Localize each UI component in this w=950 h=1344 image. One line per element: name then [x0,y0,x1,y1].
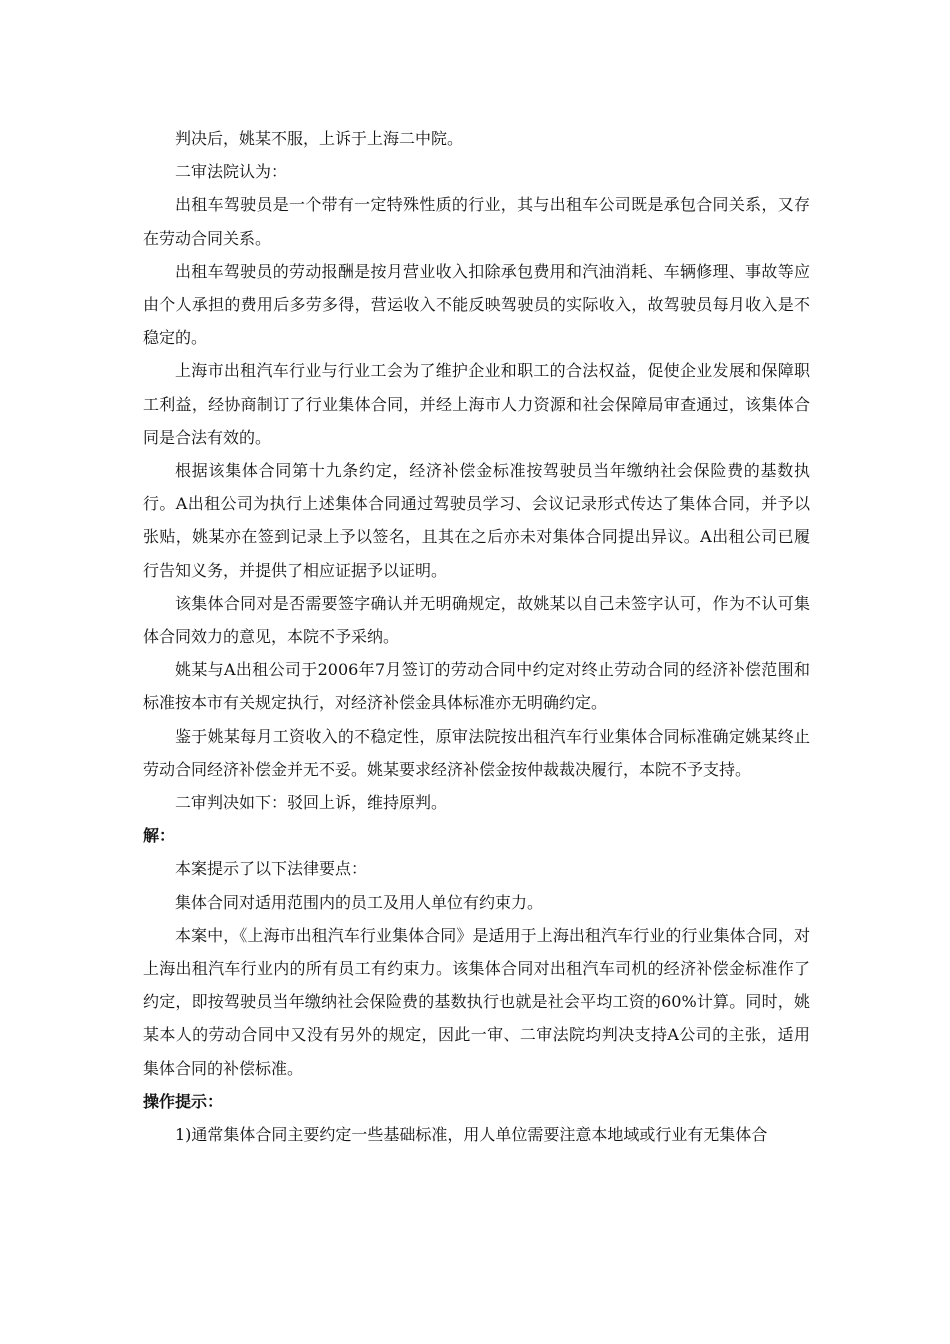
paragraph: 判决后，姚某不服，上诉于上海二中院。 [175,129,464,148]
paragraph: 姚某与A出租公司于2006年7月签订的劳动合同中约定对终止劳动合同的经济补偿范围和标准按本市有关规定执行，对经济补偿金具体标准亦无明确约定。 [143,660,810,713]
paragraph: 集体合同对适用范围内的员工及用人单位有约束力。 [175,892,544,912]
paragraph: 上海市出租汽车行业与行业工会为了维护企业和职工的合法权益，促使企业发展和保障职工利益，经协商制订了行业集体合同，并经上海市人力资源和社会保障局审查通过，该集体合同是合法有效的。 [143,361,810,447]
paragraph: 本案提示了以下法律要点： [175,859,368,879]
paragraph: 该集体合同对是否需要签字确认并无明确规定，故姚某以自己未签字认可，作为不认可集体合同效力的意见，本院不予采纳。 [143,593,810,647]
paragraph: 鉴于姚某每月工资收入的不稳定性，原审法院按出租汽车行业集体合同标准确定姚某终止劳动合同经济补偿金并无不妥。姚某要求经济补偿金按仲裁裁决履行，本院不予支持。 [143,726,810,779]
paragraph: 出租车驾驶员的劳动报酬是按月营业收入扣除承包费用和汽油消耗、车辆修理、事故等应由个人承担的费用后多劳多得，营运收入不能反映驾驶员的实际收入，故驾驶员每月收入是不稳定的。 [143,261,810,348]
section-heading-tips: 操作提示： [143,1091,224,1111]
paragraph: 根据该集体合同第十九条约定，经济补偿金标准按驾驶员当年缴纳社会保险费的基数执行。A出租公司为执行上述集体合同通过驾驶员学习、会议记录形式传达了集体合同，并予以张贴，姚某亦在签到记录上予以签名，且其在之后亦未对集体合同提出异议。A出租公司已履行告知义务，并提供了相应证据予以证明。 [143,461,810,580]
paragraph: 二审判决如下：驳回上诉，维持原判。 [175,793,448,813]
paragraph: 出租车驾驶员是一个带有一定特殊性质的行业，其与出租车公司既是承包合同关系，又存在劳动合同关系。 [143,195,810,248]
paragraph: 二审法院认为： [175,162,288,182]
paragraph: 1)通常集体合同主要约定一些基础标准，用人单位需要注意本地域或行业有无集体合 [175,1125,768,1145]
section-heading-solution: 解： [143,826,176,846]
document-body [143,122,810,1151]
paragraph: 本案中，《上海市出租汽车行业集体合同》是适用于上海出租汽车行业的行业集体合同，对上海出租汽车行业内的所有员工有约束力。该集体合同对出租汽车司机的经济补偿金标准作了约定，即按驾驶员当年缴纳社会保险费的基数执行也就是社会平均工资的60%计算。同时，姚某本人的劳动合同中又没有另外的规定，因此一审、二审法院均判决支持A公司的主张，适用集体合同的补偿标准。 [143,925,810,1078]
